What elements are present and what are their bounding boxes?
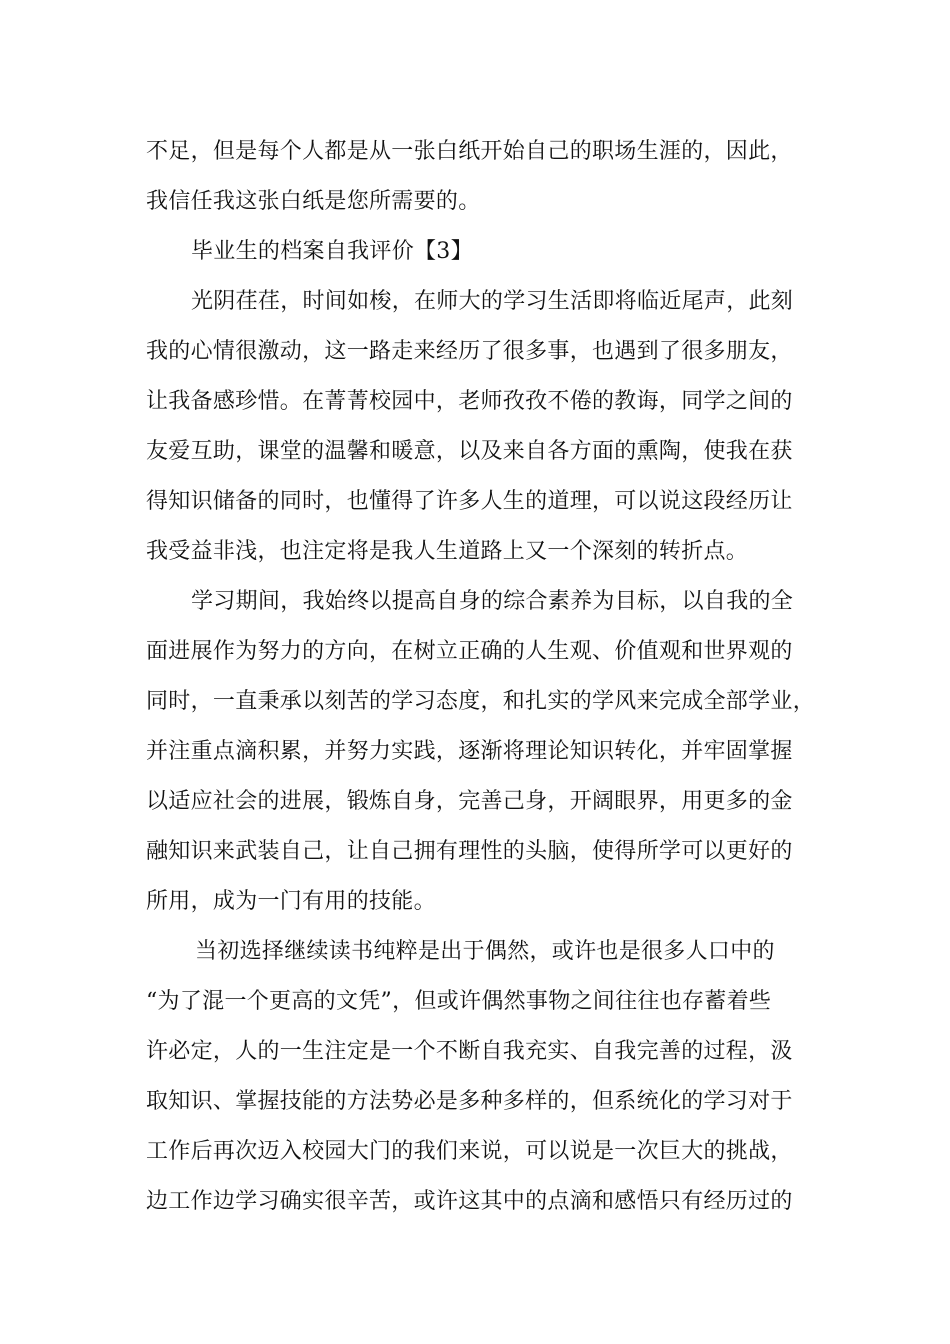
section-heading: 毕业生的档案自我评价【3】 — [191, 239, 473, 264]
text-line: 面进展作为努力的方向，在树立正确的人生观、价值观和世界观的 — [146, 639, 793, 664]
text-line: 学习期间，我始终以提高自身的综合素养为目标，以自我的全 — [191, 589, 794, 614]
text-line: 取知识、掌握技能的方法势必是多种多样的，但系统化的学习对于 — [146, 1089, 793, 1114]
text-line: 融知识来武装自己，让自己拥有理性的头脑，使得所学可以更好的 — [146, 839, 793, 864]
text-line: 同时，一直秉承以刻苦的学习态度，和扎实的学风来完成全部学业， — [146, 689, 816, 714]
text-line: 我的心情很激动，这一路走来经历了很多事，也遇到了很多朋友， — [146, 339, 793, 364]
text-line: 并注重点滴积累，并努力实践，逐渐将理论知识转化，并牢固掌握 — [146, 739, 793, 764]
text-line: 工作后再次迈入校园大门的我们来说，可以说是一次巨大的挑战， — [146, 1139, 793, 1164]
text-line: 所用，成为一门有用的技能。 — [146, 889, 436, 914]
text-line: 光阴荏荏，时间如梭，在师大的学习生活即将临近尾声，此刻 — [191, 289, 794, 314]
text-line: 我受益非浅，也注定将是我人生道路上又一个深刻的转折点。 — [146, 539, 749, 564]
text-line: “为了混一个更高的文凭”，但或许偶然事物之间往往也存蓄着些 — [146, 989, 772, 1014]
text-line: 许必定，人的一生注定是一个不断自我充实、自我完善的过程，汲 — [146, 1039, 793, 1064]
text-line: 得知识储备的同时，也懂得了许多人生的道理，可以说这段经历让 — [146, 489, 793, 514]
text-line: 以适应社会的进展，锻炼自身，完善己身，开阔眼界，用更多的金 — [146, 789, 793, 814]
text-line: 不足，但是每个人都是从一张白纸开始自己的职场生涯的，因此， — [146, 139, 793, 164]
text-line: 友爱互助，课堂的温馨和暖意，以及来自各方面的熏陶，使我在获 — [146, 439, 793, 464]
text-line: 我信任我这张白纸是您所需要的。 — [146, 189, 481, 214]
text-line: 边工作边学习确实很辛苦，或许这其中的点滴和感悟只有经历过的 — [146, 1189, 793, 1214]
text-line: 当初选择继续读书纯粹是出于偶然，或许也是很多人口中的 — [195, 939, 775, 964]
text-line: 让我备感珍惜。在菁菁校园中，老师孜孜不倦的教诲，同学之间的 — [146, 389, 793, 414]
